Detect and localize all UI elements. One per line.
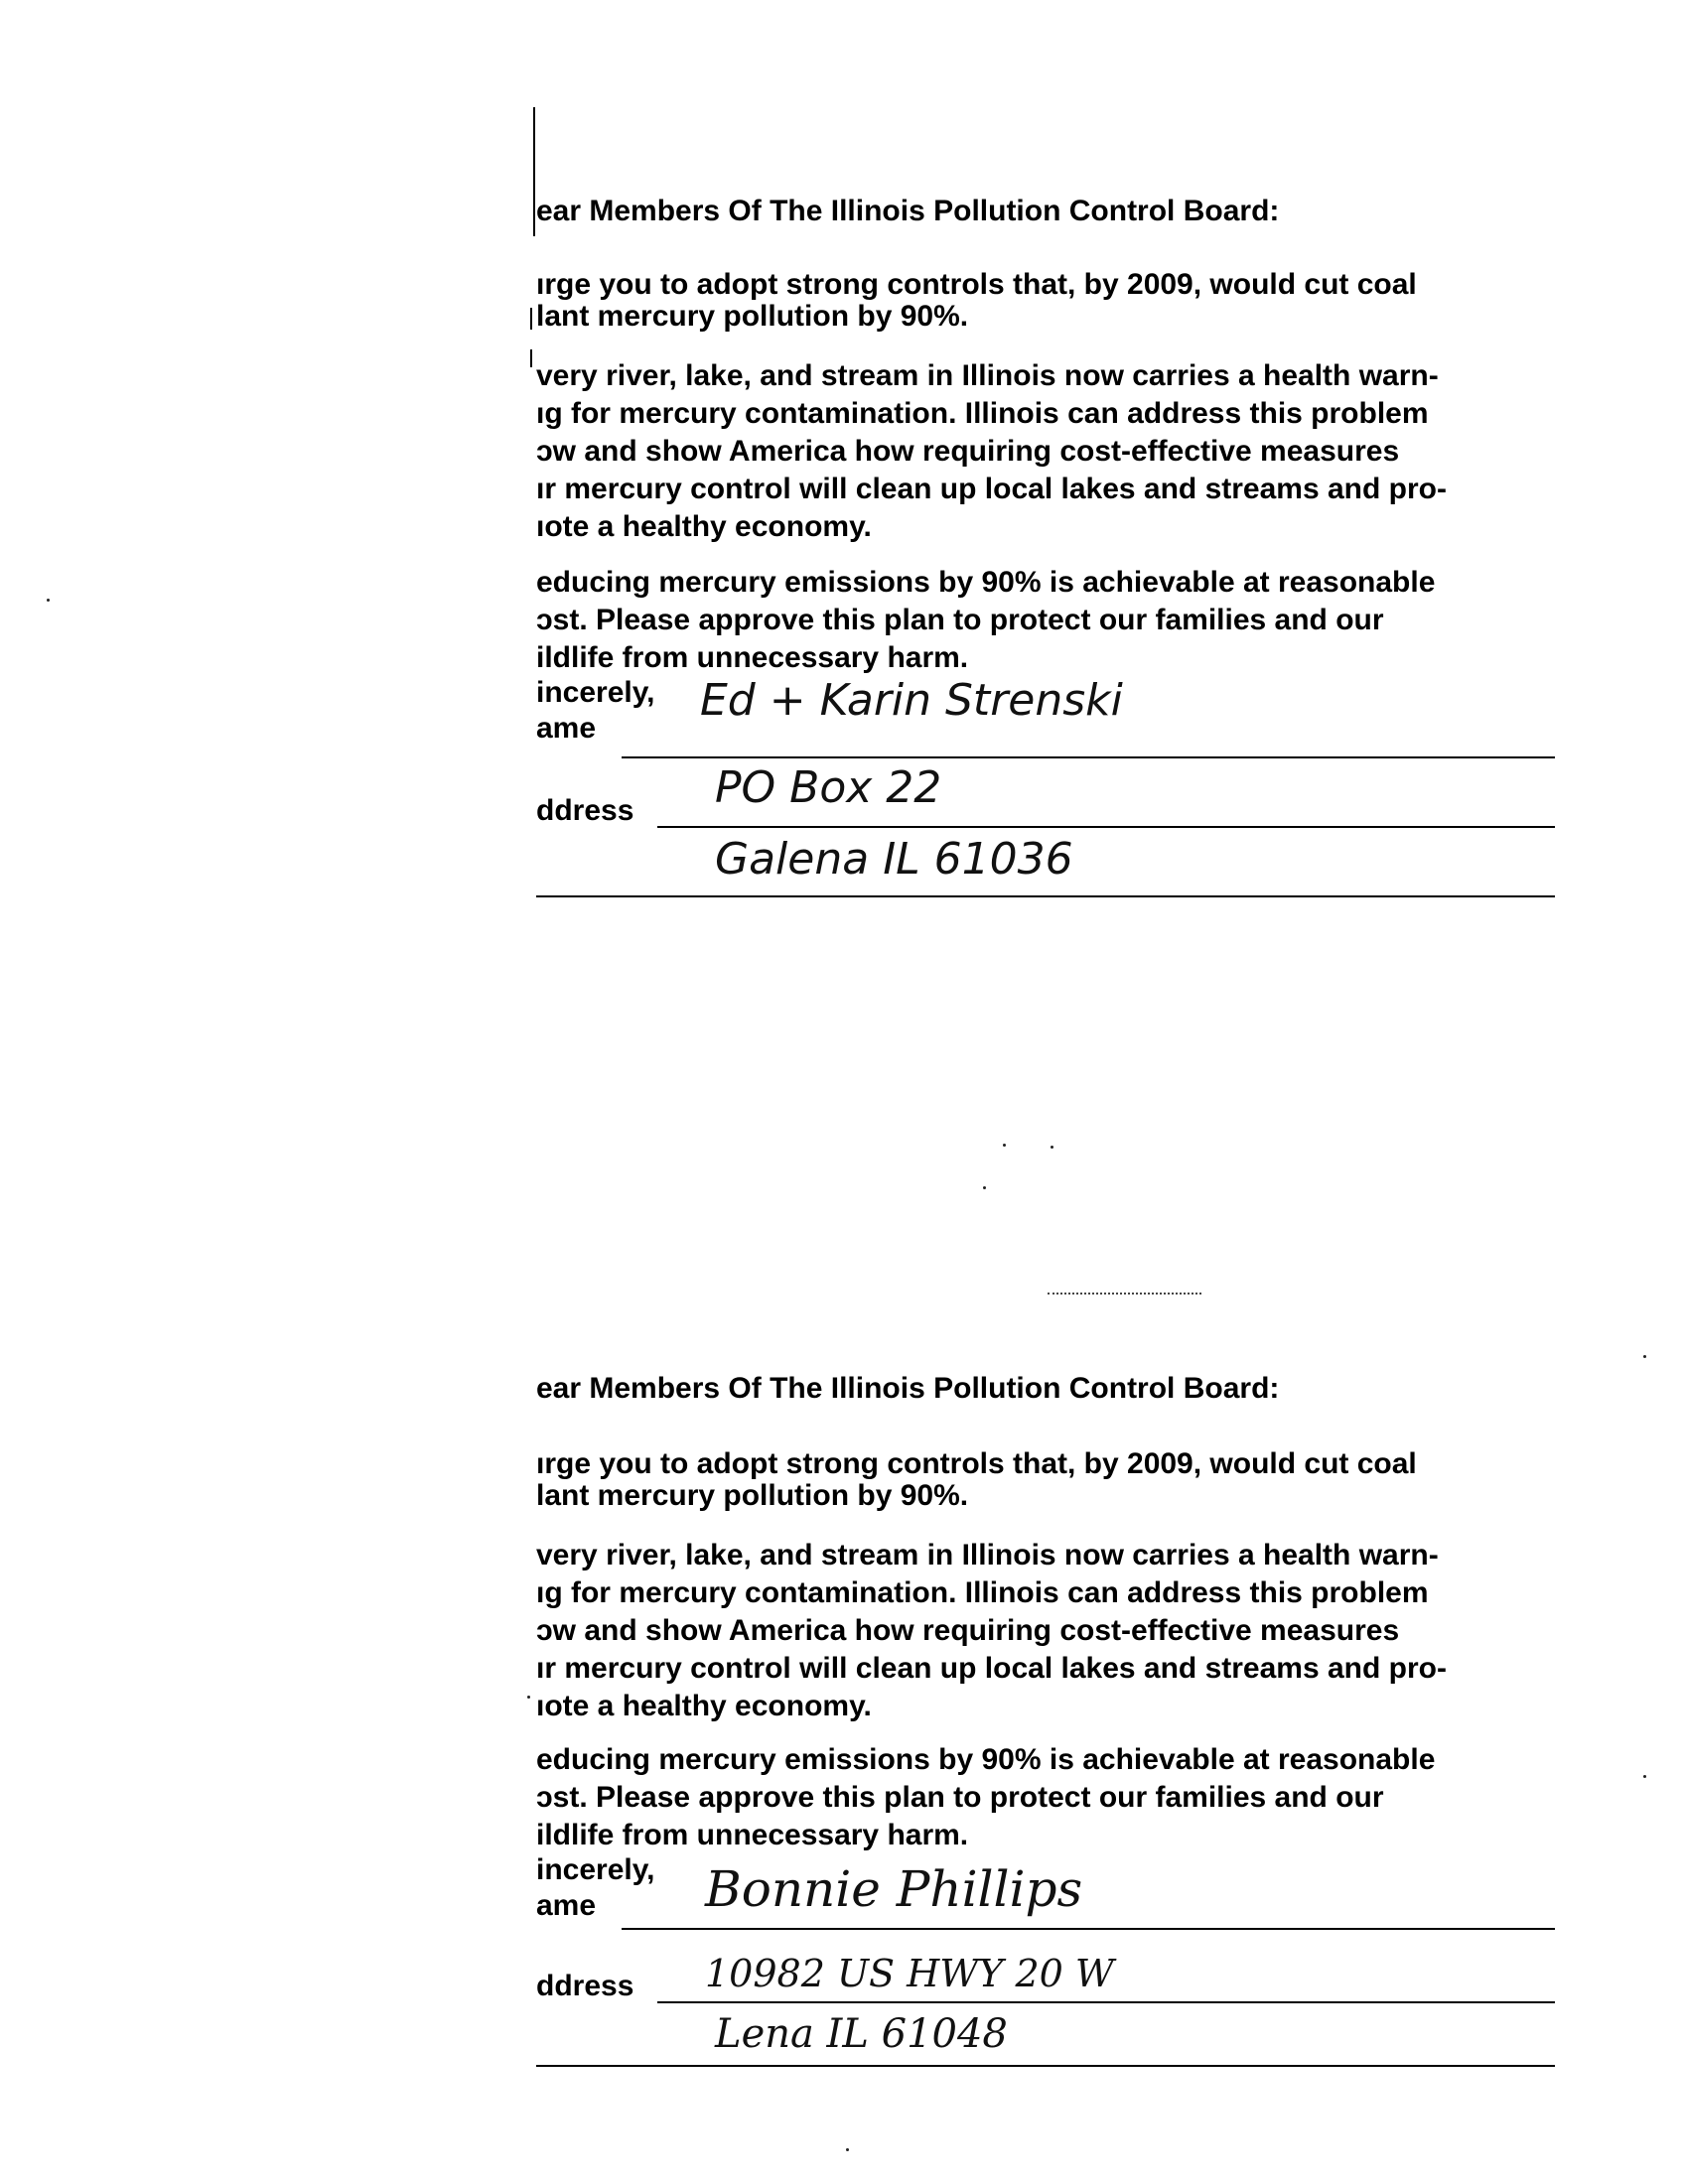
paragraph-line: ɔw and show America how requiring cost-effective measures [536, 1614, 1400, 1647]
letter-paragraph [536, 1741, 1569, 1854]
sincerely-label: incerely, [536, 1853, 655, 1886]
name-label: ame [536, 1889, 597, 1922]
paragraph-line: ıg for mercury contamination. Illinois can address this problem [536, 1576, 1429, 1609]
address-line-1 [657, 2001, 1555, 2003]
address-label: ddress [536, 794, 634, 827]
signature-block [536, 675, 655, 747]
scan-speck [1643, 1355, 1646, 1358]
paragraph-line: very river, lake, and stream in Illinois now carries a health warn- [536, 1539, 1439, 1571]
paragraph-line: ırge you to adopt strong controls that, by 2009, would cut coal [536, 1447, 1417, 1480]
letter-greeting: ear Members Of The Illinois Pollution Control Board: [536, 1372, 1280, 1405]
paragraph-line: ır mercury control will clean up local lakes and streams and pro- [536, 473, 1447, 505]
scan-speck [846, 2148, 849, 2151]
scan-speck [983, 1186, 986, 1189]
letter-greeting: ear Members Of The Illinois Pollution Control Board: [536, 195, 1280, 227]
handwritten-address-line1: 10982 US HWY 20 W [705, 1952, 1114, 1995]
scan-margin-tick [530, 349, 532, 367]
paragraph-line: very river, lake, and stream in Illinois now carries a health warn- [536, 359, 1439, 392]
paragraph-line: ɔst. Please approve this plan to protect our families and our [536, 1781, 1384, 1814]
scan-speck [1643, 1775, 1646, 1778]
scan-speck [1051, 1146, 1053, 1149]
paragraph-line: ɔst. Please approve this plan to protect our families and our [536, 604, 1384, 636]
scan-speck [47, 599, 50, 602]
letter-paragraph [536, 266, 1569, 336]
paragraph-line: lant mercury pollution by 90%. [536, 300, 969, 333]
name-label: ame [536, 712, 597, 745]
paragraph-line: ıote a healthy economy. [536, 1690, 872, 1722]
signature-block [536, 1852, 655, 1924]
address-line-2 [536, 895, 1555, 897]
paragraph-line: educing mercury emissions by 90% is achievable at reasonable [536, 566, 1436, 599]
letter-paragraph [536, 564, 1569, 677]
letter-paragraph [536, 357, 1569, 546]
scan-cut-line [1048, 1293, 1201, 1295]
paragraph-line: ırge you to adopt strong controls that, by 2009, would cut coal [536, 268, 1417, 301]
handwritten-name: Ed + Karin Strenski [700, 675, 1123, 726]
scan-margin-tick [530, 308, 532, 330]
paragraph-line: ɔw and show America how requiring cost-effective measures [536, 435, 1400, 468]
paragraph-line: educing mercury emissions by 90% is achievable at reasonable [536, 1743, 1436, 1776]
name-line [622, 1928, 1555, 1930]
scan-speck [527, 1696, 530, 1699]
handwritten-name: Bonnie Phillips [705, 1860, 1083, 1918]
letter-paragraph [536, 1537, 1569, 1725]
scan-speck [1003, 1144, 1006, 1147]
letter-paragraph [536, 1445, 1569, 1515]
handwritten-address-line2: Lena IL 61048 [715, 2011, 1008, 2057]
paragraph-line: ır mercury control will clean up local lakes and streams and pro- [536, 1652, 1447, 1685]
name-line [622, 756, 1555, 758]
paragraph-line: ıg for mercury contamination. Illinois can address this problem [536, 397, 1429, 430]
paragraph-line: lant mercury pollution by 90%. [536, 1479, 969, 1512]
handwritten-address-line2: Galena IL 61036 [715, 834, 1073, 885]
paragraph-line: ildlife from unnecessary harm. [536, 1819, 969, 1851]
address-line-1 [657, 826, 1555, 828]
paragraph-line: ildlife from unnecessary harm. [536, 641, 969, 674]
address-line-2 [536, 2065, 1555, 2067]
paragraph-line: ıote a healthy economy. [536, 510, 872, 543]
scan-margin-line [533, 107, 535, 236]
handwritten-address-line1: PO Box 22 [715, 762, 942, 813]
address-label: ddress [536, 1970, 634, 2002]
sincerely-label: incerely, [536, 676, 655, 709]
